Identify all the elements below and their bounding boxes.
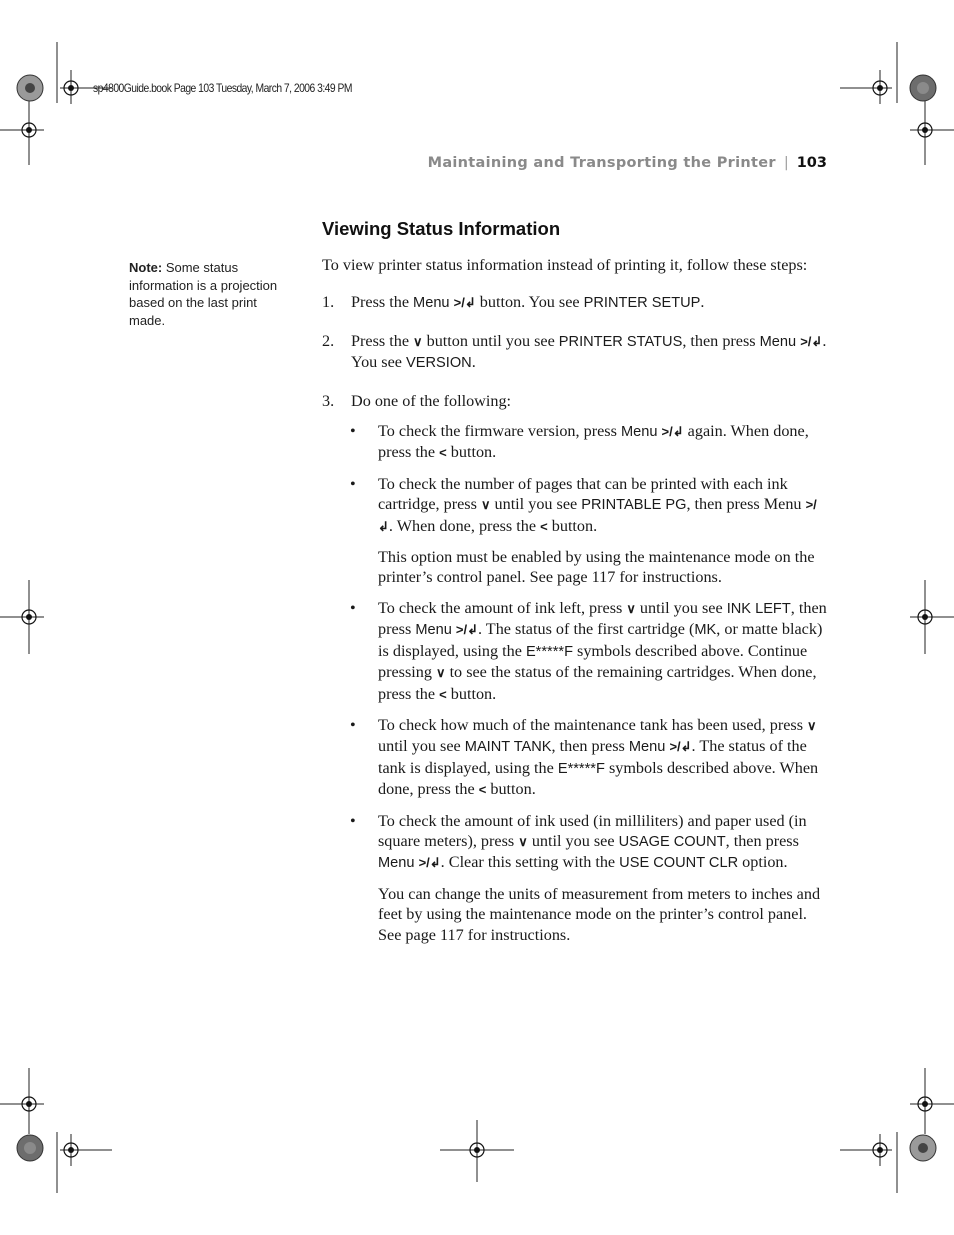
bullet-paragraph	[378, 811, 827, 874]
menu-label: Menu	[415, 622, 452, 639]
text: until you see	[527, 831, 619, 850]
menu-label: Menu	[628, 739, 666, 756]
running-head-separator: |	[783, 155, 789, 171]
text: .	[700, 293, 705, 312]
text: , then press	[725, 831, 799, 850]
bullet-dot: •	[350, 474, 356, 493]
text: To check the amount of ink left, press	[378, 598, 627, 617]
down-arrow-icon: ∨	[626, 600, 636, 616]
text: button.	[547, 516, 598, 535]
bullet-dot: •	[350, 811, 356, 830]
running-head	[420, 155, 827, 171]
text: To check the amount of ink used (in milliliters) and paper used (in square meters), press	[378, 811, 807, 850]
page-number: 103	[796, 155, 827, 171]
step-number: 3.	[322, 391, 335, 410]
text: button. You see	[475, 293, 584, 312]
menu-ok-icon: >/↲	[378, 497, 817, 534]
body-text	[322, 255, 827, 955]
lcd-message: PRINTABLE PG	[581, 497, 687, 514]
left-arrow-icon: <	[478, 782, 487, 798]
text: , then press	[551, 737, 629, 756]
menu-label: Menu	[759, 333, 797, 350]
menu-label: Menu	[378, 855, 415, 872]
text: symbols described above. Continue pressing	[378, 641, 808, 682]
left-arrow-icon: <	[439, 445, 447, 461]
text: . You see	[351, 331, 827, 372]
lcd-message: PRINTER SETUP	[583, 295, 701, 312]
text: . The status of the first cartridge (	[478, 620, 695, 639]
text: symbols described above. When done, press the	[378, 758, 819, 799]
lcd-message: MK	[694, 622, 717, 639]
step-3	[322, 391, 827, 945]
step-number: 2.	[322, 331, 335, 350]
text: .	[471, 353, 476, 372]
text: , then press Menu	[686, 495, 806, 514]
text: , or matte black) is displayed, using the	[378, 620, 823, 660]
menu-ok-icon: >/↲	[669, 739, 692, 755]
menu-ok-icon: >/↲	[800, 333, 823, 349]
text: button until you see	[422, 331, 559, 350]
lcd-message: VERSION	[406, 355, 472, 372]
text: Do one of the following:	[351, 391, 512, 410]
text: . Clear this setting with the	[440, 853, 620, 872]
text: until you see	[635, 598, 727, 617]
bullet-followup-paragraph: You can change the units of measurement from meters to inches and feet by using the maintenance mode on the printer’s control panel. See page 117 for instructions.	[378, 884, 821, 944]
bullet-followup-paragraph: This option must be enabled by using the maintenance mode on the printer’s control panel. See page 117 for instructions.	[378, 548, 815, 587]
text: , then press	[378, 598, 827, 639]
step-1	[322, 292, 827, 313]
text: again. When done, press the	[378, 422, 809, 462]
down-arrow-icon: ∨	[480, 497, 491, 513]
text: Press the	[351, 331, 414, 350]
text: , then press	[682, 331, 760, 350]
step-number: 1.	[322, 293, 335, 312]
text: Press the	[351, 293, 414, 312]
lcd-message: MAINT TANK	[464, 739, 552, 756]
down-arrow-icon: ∨	[518, 833, 528, 849]
down-arrow-icon: ∨	[413, 333, 423, 349]
text: To check the firmware version, press	[378, 422, 621, 441]
bullet-paragraph	[378, 474, 827, 537]
menu-ok-icon: >/↲	[661, 424, 684, 440]
text: . The status of the tank is displayed, using the	[378, 737, 807, 777]
lcd-message: E*****F	[525, 643, 573, 660]
bullet-printable-pages	[322, 474, 827, 588]
file-slug: sp4800Guide.book Page 103 Tuesday, March 7, 2006 3:49 PM	[93, 81, 352, 95]
left-arrow-icon: <	[540, 518, 548, 534]
bullet-usage-count	[322, 811, 827, 945]
bullet-dot: •	[350, 598, 356, 617]
menu-label: Menu	[413, 295, 450, 312]
text: until you see	[378, 737, 465, 756]
lcd-message: E*****F	[557, 760, 605, 777]
running-head-title: Maintaining and Transporting the Printer	[427, 155, 776, 171]
text: To check how much of the maintenance tank has been used, press	[378, 715, 808, 734]
text: . When done, press the	[388, 516, 541, 535]
left-arrow-icon: <	[439, 686, 447, 702]
bullet-firmware	[322, 421, 827, 464]
menu-ok-icon: >/↲	[418, 855, 441, 871]
text: option.	[738, 853, 788, 872]
menu-ok-icon: >/↲	[453, 295, 476, 311]
down-arrow-icon: ∨	[436, 665, 446, 681]
text: button.	[486, 780, 536, 799]
text: until you see	[490, 495, 582, 514]
note-text: Some status information is a projection based on the last print made.	[129, 260, 278, 328]
intro-paragraph: To view printer status information instead of printing it, follow these steps:	[322, 256, 808, 274]
bullet-dot: •	[350, 422, 356, 441]
bullet-ink-left	[322, 598, 827, 705]
section-heading: Viewing Status Information	[322, 218, 561, 239]
step-2	[322, 331, 827, 374]
lcd-message: USE COUNT CLR	[619, 855, 739, 872]
lcd-message: INK LEFT	[726, 600, 791, 617]
bullet-maintenance-tank	[322, 715, 827, 801]
menu-label: Menu	[620, 424, 658, 441]
lcd-message: PRINTER STATUS	[558, 333, 683, 350]
bullet-list	[351, 421, 827, 945]
bullet-dot: •	[350, 715, 356, 734]
text: To check the number of pages that can be printed with each ink cartridge, press	[378, 474, 788, 514]
text: to see the status of the remaining cartridges. When done, press the	[378, 663, 817, 703]
margin-note	[129, 259, 287, 329]
lcd-message: USAGE COUNT	[618, 833, 726, 850]
text: button.	[446, 443, 497, 462]
down-arrow-icon: ∨	[807, 717, 817, 733]
menu-ok-icon: >/↲	[455, 622, 478, 638]
note-label: Note:	[129, 260, 163, 275]
text: button.	[446, 684, 497, 703]
